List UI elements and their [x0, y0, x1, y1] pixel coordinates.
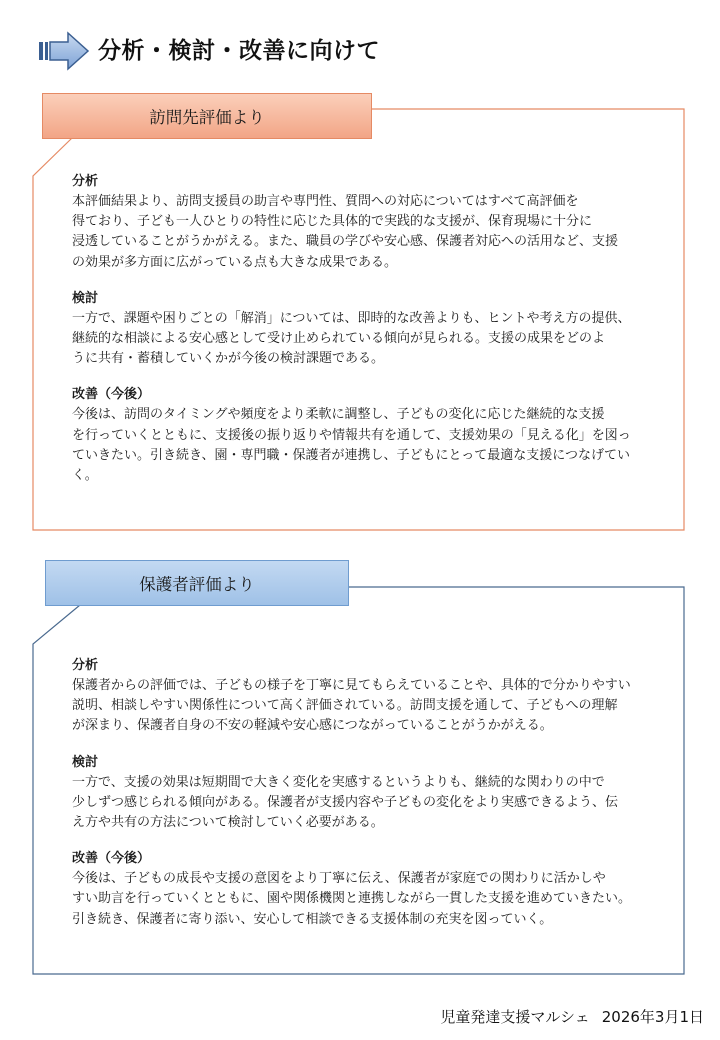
page-title: 分析・検討・改善に向けて [98, 38, 380, 64]
improvement-section [72, 849, 672, 930]
right-arrow-icon [38, 30, 90, 72]
section-heading: 改善（今後） [72, 387, 151, 403]
section-text: 本評価結果より、訪問支援員の助言や専門性、質問への対応についてはすべて高評価を 得ており、子ども一人ひとりの特性に応じた具体的で実践的な支援が、保育現場に十分に 浸透していることがうかがえる。また、職員の学びや安心感、保護者対応への活用など、支援 の効果が多方面に広がっている点も大きな成果である。 [72, 194, 619, 270]
panel-tab-label: 保護者評価より [139, 575, 255, 594]
section-text: 一方で、課題や困りごとの「解消」については、即時的な改善よりも、ヒントや考え方の提供、 継続的な相談による安心感として受け止められている傾向が見られる。支援の成果をどのよ うに共有・蓄積していくかが今後の検討課題である。 [72, 310, 631, 367]
section-heading: 分析 [72, 174, 99, 189]
improvement-section [72, 385, 672, 486]
analysis-section [72, 656, 672, 737]
review-section [72, 289, 672, 370]
panel-body [72, 172, 672, 502]
section-text: 一方で、支援の効果は短期間で大きく変化を実感するというよりも、継続的な関わりの中で 少しずつ感じられる傾向がある。保護者が支援内容や子どもの変化をより実感できるよう、伝 え方や共有の方法について検討していく必要がある。 [72, 774, 619, 830]
section-heading: 分析 [72, 658, 99, 673]
visit-evaluation-panel [32, 92, 686, 532]
guardian-evaluation-panel [32, 560, 686, 976]
footer [440, 1006, 704, 1027]
section-heading: 検討 [72, 754, 99, 770]
panel-tab [45, 560, 349, 606]
panel-body [72, 656, 672, 946]
section-text: 保護者からの評価では、子どもの様子を丁寧に見てもらえていることや、具体的で分かりやすい 説明、相談しやすい関係性について高く評価されている。訪問支援を通して、子どもへの理解 が深まり、保護者自身の不安の軽減や安心感につながっていることがうかがえる。 [72, 678, 631, 734]
analysis-section [72, 172, 672, 273]
footer-date: 2026年3月1日 [601, 1008, 704, 1026]
review-section [72, 753, 672, 834]
panel-tab-label: 訪問先評価より [149, 108, 265, 127]
section-text: 今後は、子どもの成長や支援の意図をより丁寧に伝え、保護者が家庭での関わりに活かしや すい助言を行っていくとともに、園や関係機関と連携しながら一貫した支援を進めていきたい。 引き続き、保護者に寄り添い、安心して相談できる支援体制の充実を図っていく。 [72, 871, 632, 927]
panel-tab [42, 93, 372, 139]
section-heading: 改善（今後） [72, 851, 151, 867]
organization-name: 児童発達支援マルシェ [440, 1008, 590, 1026]
section-heading: 検討 [72, 290, 99, 306]
section-text: 今後は、訪問のタイミングや頻度をより柔軟に調整し、子どもの変化に応じた継続的な支援 を行っていくとともに、支援後の振り返りや情報共有を通して、支援効果の「見える化」を図っ ていきたい。引き続き、園・専門職・保護者が連携し、子どもにとって最適な支援につなげてい く。 [72, 407, 631, 483]
